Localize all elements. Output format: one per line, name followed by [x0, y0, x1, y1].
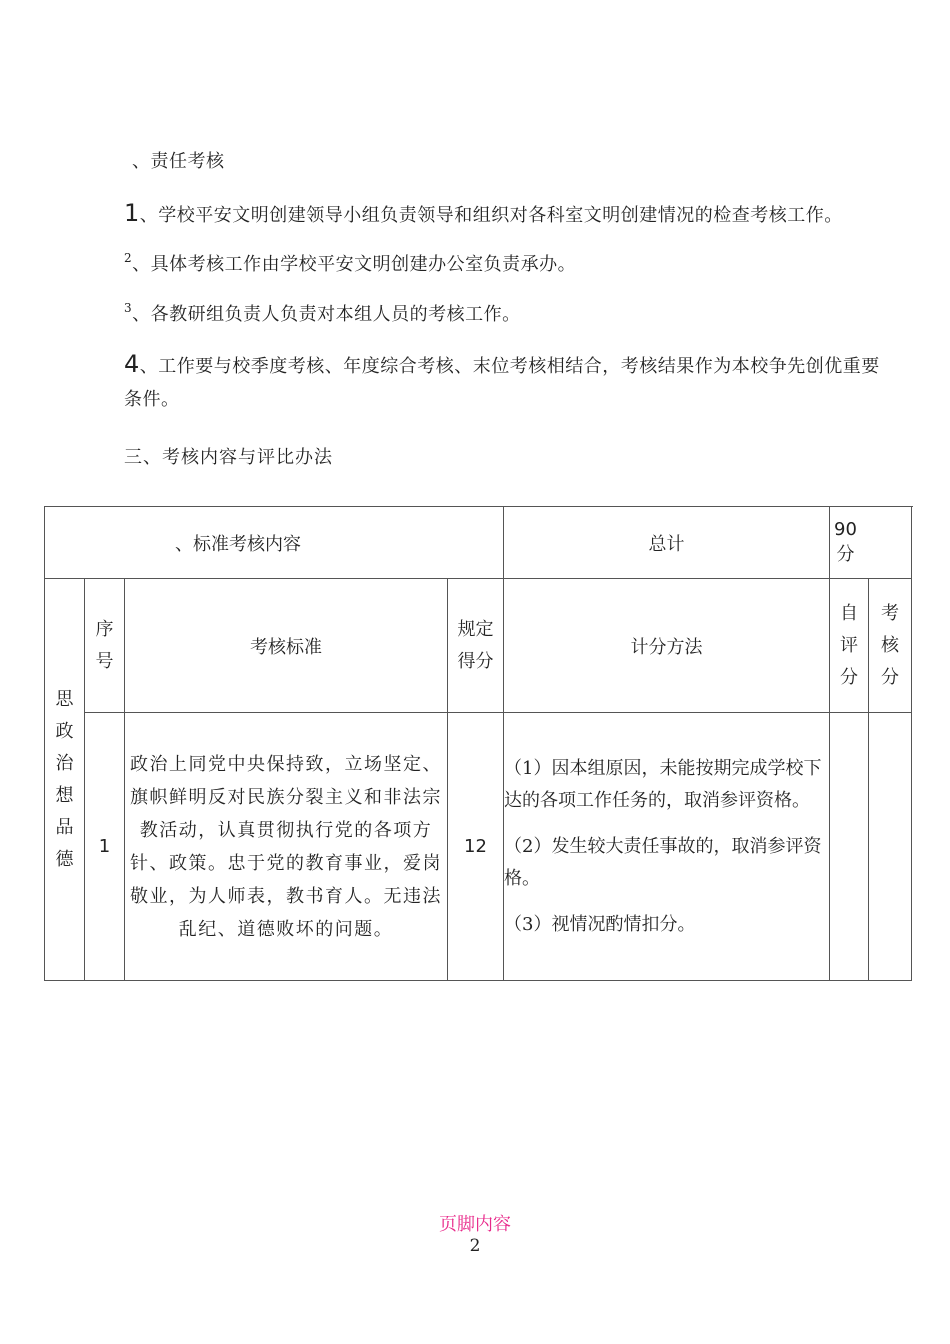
method-item: （3）视情况酌情扣分。: [504, 913, 696, 935]
section-heading-content: [124, 445, 333, 471]
table-header-row: [45, 579, 912, 713]
footer-text: 页脚内容: [439, 1214, 511, 1235]
method-item: （1）因本组原因，未能按期完成学校下达的各项工作任务的，取消参评资格。: [504, 757, 822, 811]
method-item: （2）发生较大责任事故的，取消参评资格。: [504, 835, 822, 889]
item-number: 1: [124, 199, 140, 227]
header-method: 计分方法: [504, 579, 830, 713]
category-char: 思: [55, 688, 74, 710]
item-text: 、学校平安文明创建领导小组负责领导和组织对各科室文明创建情况的检查考核工作。: [139, 205, 843, 226]
row-self-score: [830, 713, 869, 981]
item-text: 、具体考核工作由学校平安文明创建办公室负责承办。: [132, 254, 577, 275]
category-char: 德: [55, 848, 74, 870]
category-char: 政: [55, 720, 74, 742]
assessment-table: [44, 506, 912, 981]
table-title: 、标准考核内容: [45, 507, 504, 579]
item-text: 、工作要与校季度考核、年度综合考核、末位考核相结合，考核结果作为本校争先创优重要: [139, 356, 880, 377]
heading-text: 三、考核内容与评比办法: [124, 447, 333, 468]
item-text: 、各教研组负责人负责对本组人员的考核工作。: [132, 304, 521, 325]
heading-text: 、责任考核: [132, 151, 225, 172]
item-number: 2: [124, 251, 133, 265]
section-heading-responsibility: [132, 149, 225, 175]
item-number: 4: [124, 350, 140, 378]
category-cell: [45, 579, 85, 981]
item-1: [124, 200, 843, 229]
item-4-continuation: [124, 387, 180, 413]
row-score: 12: [448, 713, 504, 981]
row-seq: 1: [85, 713, 125, 981]
page-number: 2: [469, 1236, 481, 1256]
header-score: 规定 得分: [448, 579, 504, 713]
item-3: [124, 302, 521, 329]
row-standard: 政治上同党中央保持致，立场坚定、旗帜鲜明反对民族分裂主义和非法宗教活动，认真贯彻执行党的各项方针、政策。忠于党的教育事业，爱岗敬业，为人师表，教书育人。无违法乱纪、道德败坏的问题。: [125, 713, 448, 981]
header-self-score: 自 评 分: [830, 579, 869, 713]
table-row: [45, 713, 912, 981]
item-4: [124, 351, 880, 380]
item-2: [124, 252, 576, 279]
total-label: 总计: [504, 507, 830, 579]
category-char: 想: [55, 784, 74, 806]
total-value: 90 分: [830, 507, 912, 579]
row-assess-score: [869, 713, 912, 981]
category-char: 治: [55, 752, 74, 774]
row-method: [504, 713, 830, 981]
table-title-row: [45, 507, 912, 579]
header-seq: 序 号: [85, 579, 125, 713]
category-char: 品: [55, 816, 74, 838]
header-standard: 考核标准: [125, 579, 448, 713]
item-number: 3: [124, 301, 133, 315]
header-assess-score: 考 核 分: [869, 579, 912, 713]
item-text: 条件。: [124, 389, 180, 410]
